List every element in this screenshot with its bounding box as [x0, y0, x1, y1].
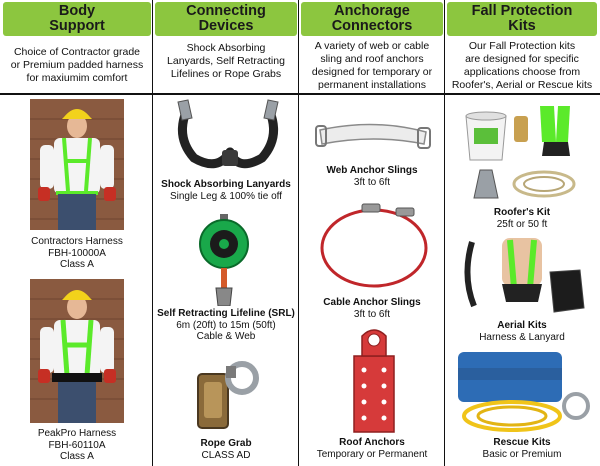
header-line1: Anchorage — [334, 3, 410, 19]
product-detail: 6m (20ft) to 15m (50ft) — [176, 319, 276, 331]
cable-anchor-sling-image — [318, 200, 434, 290]
description-anchorage-connectors — [301, 40, 443, 92]
web-anchor-sling-image — [314, 116, 432, 156]
header-line2: Devices — [198, 18, 254, 34]
product-name: PeakPro Harness — [37, 428, 117, 439]
desc-line: are designed for specific — [465, 53, 579, 65]
product-model: FBH-10000A — [48, 247, 106, 259]
header-line2: Support — [49, 18, 105, 34]
desc-line: sling and roof anchors — [320, 53, 424, 65]
product-name: Roofer's Kit — [493, 207, 551, 218]
contractors-harness-photo — [30, 99, 124, 230]
product-class: Class A — [60, 451, 94, 462]
peakpro-harness-photo — [30, 279, 124, 423]
product-name: Self Retracting Lifeline (SRL) — [157, 308, 295, 319]
roof-anchor-image — [344, 326, 404, 434]
caption-srl — [155, 308, 297, 343]
caption-aerial-kits — [447, 320, 597, 343]
header-line2: Kits — [508, 18, 536, 34]
aerial-kit-image — [458, 236, 588, 316]
divider-vertical — [444, 0, 445, 466]
description-connecting-devices — [155, 42, 297, 94]
caption-contractors-harness — [3, 236, 151, 271]
header-anchorage-connectors — [301, 2, 443, 36]
product-class: Class A — [60, 259, 94, 270]
header-line1: Fall Protection — [471, 3, 573, 19]
product-name: Contractors Harness — [31, 236, 123, 247]
caption-roof-anchors — [301, 437, 443, 460]
desc-line: Shock Absorbing — [186, 42, 266, 54]
divider-vertical — [298, 0, 299, 466]
shock-lanyard-image — [168, 98, 288, 176]
desc-line: Lifelines or Rope Grabs — [170, 68, 282, 80]
divider-vertical — [152, 0, 153, 466]
caption-shock-lanyards — [155, 179, 297, 202]
desc-line: for maxiumim comfort — [26, 72, 128, 84]
desc-line: permanent installations — [318, 79, 426, 91]
desc-line: Choice of Contractor grade — [13, 46, 141, 58]
header-body-support — [3, 2, 151, 36]
caption-rescue-kits — [447, 437, 597, 460]
desc-line: Roofer's, Aerial or Rescue kits — [451, 79, 593, 91]
description-body-support — [3, 46, 151, 98]
rope-grab-image — [190, 358, 264, 434]
roofers-kit-image — [458, 98, 588, 206]
product-detail: Basic or Premium — [482, 448, 562, 460]
desc-line: or Premium padded harness — [10, 59, 144, 71]
product-detail: Cable & Web — [196, 331, 256, 342]
caption-rope-grab — [155, 438, 297, 461]
header-connecting-devices — [155, 2, 297, 36]
product-name: Web Anchor Slings — [326, 165, 418, 176]
desc-line: Lanyards, Self Retracting — [167, 55, 285, 67]
caption-peakpro-harness — [3, 428, 151, 463]
desc-line: designed for temporary or — [311, 66, 433, 78]
product-detail: 25ft or 50 ft — [496, 218, 548, 230]
product-detail: 3ft to 6ft — [353, 176, 391, 188]
header-line1: Body — [58, 3, 96, 19]
product-detail: CLASS AD — [201, 449, 251, 461]
product-detail: Single Leg & 100% tie off — [169, 190, 283, 202]
caption-web-slings — [301, 165, 443, 188]
header-fall-protection-kits — [447, 2, 597, 36]
product-detail: Harness & Lanyard — [479, 331, 565, 343]
description-fall-protection-kits — [447, 40, 597, 92]
header-line2: Connectors — [331, 18, 413, 34]
product-model: FBH-60110A — [48, 439, 106, 451]
caption-cable-slings — [301, 297, 443, 320]
product-name: Aerial Kits — [497, 320, 547, 331]
rescue-kit-image — [452, 348, 594, 434]
product-name: Rope Grab — [200, 438, 252, 449]
desc-line: applications choose from — [463, 66, 581, 78]
product-name: Shock Absorbing Lanyards — [161, 179, 291, 190]
product-name: Roof Anchors — [339, 437, 405, 448]
product-detail: Temporary or Permanent — [316, 448, 428, 460]
header-line1: Connecting — [186, 3, 266, 19]
product-detail: 3ft to 6ft — [353, 308, 391, 320]
srl-image — [196, 214, 252, 306]
desc-line: A variety of web or cable — [314, 40, 430, 52]
caption-roofers-kit — [447, 207, 597, 230]
product-name: Cable Anchor Slings — [323, 297, 421, 308]
divider-horizontal — [0, 93, 600, 95]
product-name: Rescue Kits — [493, 437, 551, 448]
desc-line: Our Fall Protection kits — [468, 40, 576, 52]
